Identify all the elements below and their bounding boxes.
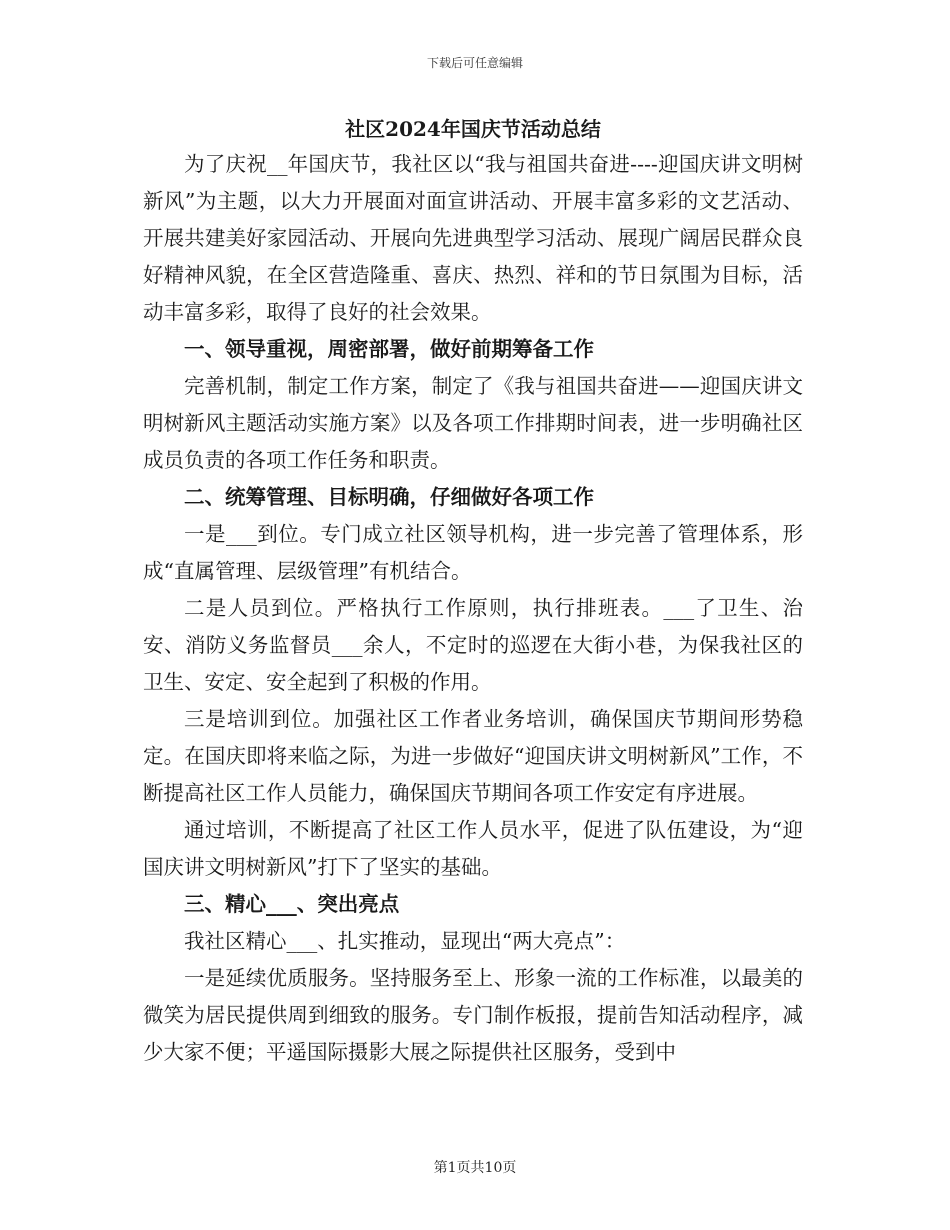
section-1-paragraph: 完善机制，制定工作方案，制定了《我与祖国共奋进——迎国庆讲文明树新风主题活动实施方案》以及各项工作排期时间表，进一步明确社区成员负责的各项工作任务和职责。: [143, 374, 803, 472]
section-heading-3: 三、精心___、突出亮点: [184, 892, 400, 916]
intro-paragraph: 为了庆祝__年国庆节，我社区以“我与祖国共奋进----迎国庆讲文明树新风”为主题，以大力开展面对面宣讲活动、开展丰富多彩的文艺活动、开展共建美好家园活动、开展向先进典型学习活动、展现广阔居民群众良好精神风貌，在全区营造隆重、喜庆、热烈、祥和的节日氛围为目标，活动丰富多彩，取得了良好的社会效果。: [143, 152, 803, 324]
section-3-paragraph-2: 一是延续优质服务。坚持服务至上、形象一流的工作标准，以最美的微笑为居民提供周到细致的服务。专门制作板报，提前告知活动程序，减少大家不便；平遥国际摄影大展之际提供社区服务，受到中: [143, 966, 803, 1064]
document-title: 社区2024年国庆节活动总结: [345, 117, 601, 141]
section-3-paragraph-1: 我社区精心___、扎实推动，显现出“两大亮点”：: [184, 929, 626, 953]
section-2-paragraph-3: 三是培训到位。加强社区工作者业务培训，确保国庆节期间形势稳定。在国庆即将来临之际，为进一步做好“迎国庆讲文明树新风”工作，不断提高社区工作人员能力，确保国庆节期间各项工作安定有序进展。: [143, 707, 803, 805]
document-body: [143, 112, 803, 1071]
section-heading-1: 一、领导重视，周密部署，做好前期筹备工作: [184, 337, 594, 361]
section-heading-2: 二、统筹管理、目标明确，仔细做好各项工作: [184, 485, 594, 509]
section-2-paragraph-2: 二是人员到位。严格执行工作原则，执行排班表。___了卫生、治安、消防义务监督员___余人，不定时的巡逻在大街小巷，为保我社区的卫生、安定、安全起到了积极的作用。: [143, 596, 803, 694]
page-header-note: 下载后可任意编辑: [426, 56, 523, 70]
page-number-footer: 第1页共10页: [433, 1160, 517, 1176]
section-2-paragraph-1: 一是___到位。专门成立社区领导机构，进一步完善了管理体系，形成“直属管理、层级管理”有机结合。: [143, 522, 803, 583]
section-2-paragraph-4: 通过培训，不断提高了社区工作人员水平，促进了队伍建设，为“迎国庆讲文明树新风”打下了坚实的基础。: [143, 818, 803, 879]
